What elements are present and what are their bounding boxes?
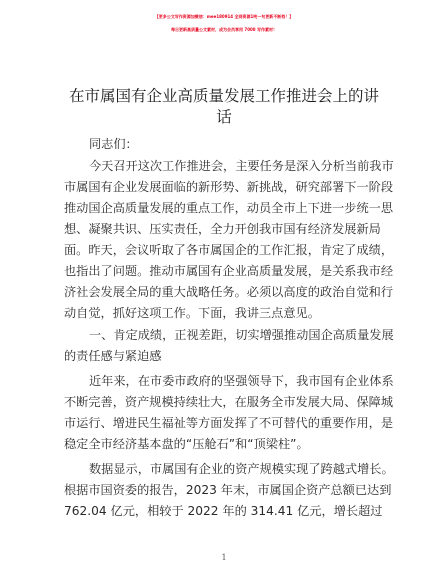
paragraph-1-line-2: 市属国有企业发展面临的新形势、新挑战，研究部署下一阶段 xyxy=(64,180,394,194)
paragraph-3-line-3: 762.04 亿元，相较于 2022 年的 314.41 亿元，增长超过 xyxy=(64,504,383,518)
paragraph-1-line-1: 今天召开这次工作推进会，主要任务是深入分析当前我市 xyxy=(89,159,394,173)
salutation: 同志们： xyxy=(89,137,138,151)
paragraph-2-line-2: 不断完善，资产规模持续壮大，在服务全市发展大局、保障城 xyxy=(64,395,394,409)
paragraph-1-line-7: 济社会发展全局的重大战略任务。必须以高度的政治自觉和行 xyxy=(64,285,394,299)
paragraph-1-line-3: 推动国企高质量发展的重点工作，动员全市上下进一步统一思 xyxy=(64,201,394,215)
paragraph-2-line-3: 市运行、增进民生福祉等方面发挥了不可替代的重要作用，是 xyxy=(64,416,394,430)
paragraph-1-line-8: 动自觉，抓好这项工作。下面，我讲三点意见。 xyxy=(64,306,320,320)
page-number: 1 xyxy=(221,553,227,562)
paragraph-1-line-6: 也指出了问题。推动市属国有企业高质量发展，是关系我市经 xyxy=(64,264,394,278)
section-heading-line-1: 一、肯定成绩，正视差距，切实增强推动国企高质量发展 xyxy=(89,328,394,342)
section-heading-line-2: 的责任感与紧迫感 xyxy=(64,349,162,363)
paragraph-1-line-4: 想、凝聚共识、压实责任，全力开创我市国有经济发展新局 xyxy=(64,222,381,236)
paragraph-2-line-1: 近年来，在市委市政府的坚强领导下，我市国有企业体系 xyxy=(89,374,394,388)
promo-banner-line-1: 【更多公文写作资源加微信：mee180914 全网资源1吨一句更新不断档！】 xyxy=(154,14,294,19)
paragraph-1-line-5: 面。昨天，会议听取了各市属国企的工作汇报，肯定了成绩， xyxy=(64,243,394,257)
paragraph-3-line-1: 数据显示，市属国有企业的资产规模实现了跨越式增长。 xyxy=(89,462,394,476)
paragraph-3-line-2: 根据市国资委的报告，2023 年末，市属国企资产总额已达到 xyxy=(64,483,392,497)
document-title: 在市属国有企业高质量发展工作推进会上的讲话 xyxy=(68,87,379,126)
paragraph-2-line-4: 稳定全市经济基本盘的“压舱石”和“顶梁柱”。 xyxy=(64,437,309,451)
promo-banner-line-2: 每日更新高质量公文素材，成为会员享用 7000 写作素材！ xyxy=(171,27,277,32)
